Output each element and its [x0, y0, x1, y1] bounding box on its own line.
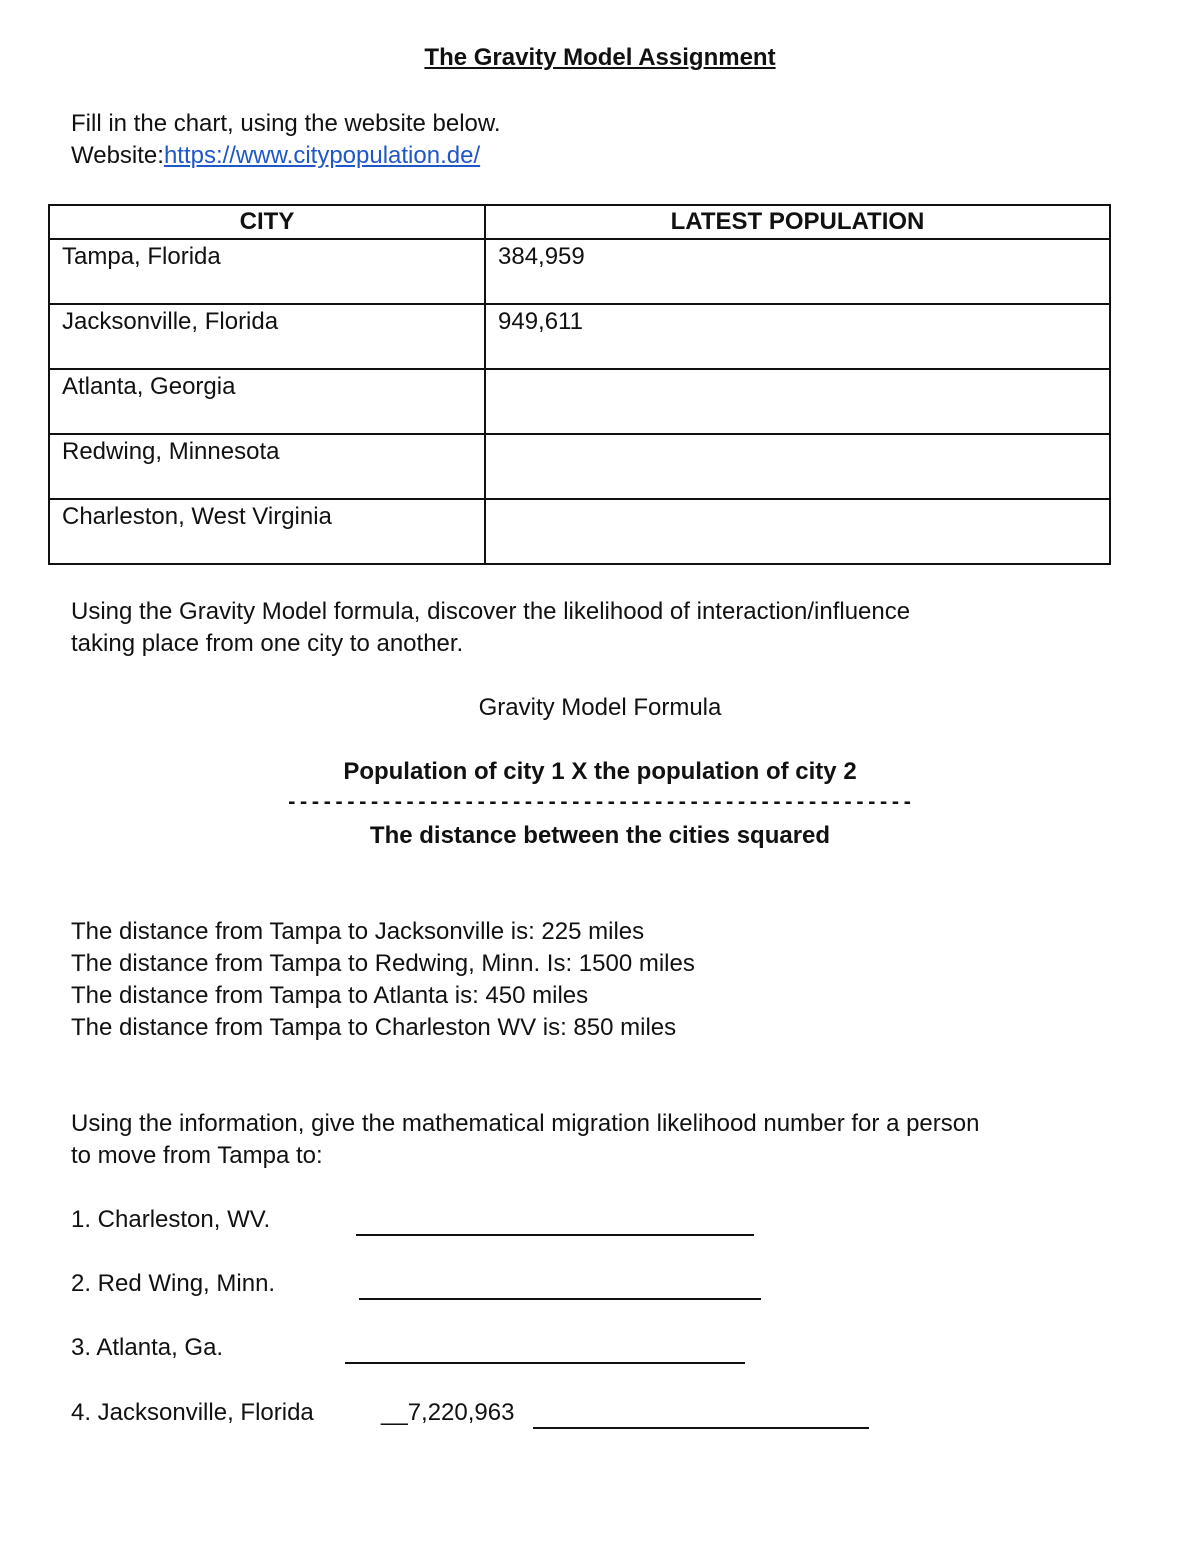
formula-divider: ----------------------------------------------------- [286, 792, 914, 813]
population-cell[interactable] [485, 434, 1110, 499]
answer-blank-red-wing[interactable] [359, 1272, 761, 1300]
city-cell: Atlanta, Georgia [49, 369, 485, 434]
population-cell[interactable] [485, 369, 1110, 434]
answer-blank-atlanta[interactable] [345, 1336, 745, 1364]
answer-value-jacksonville: __7,220,963 [381, 1399, 515, 1426]
table-row [49, 434, 1110, 499]
answer-blank-charleston[interactable] [356, 1208, 754, 1236]
question-line-1: Using the information, give the mathematical migration likelihood number for a person [71, 1110, 980, 1137]
table-row [49, 369, 1110, 434]
answer-blank-jacksonville[interactable] [533, 1401, 869, 1429]
column-header-city: CITY [49, 205, 485, 239]
question-line-2: to move from Tampa to: [71, 1142, 323, 1169]
document-title: The Gravity Model Assignment [424, 44, 776, 71]
population-cell[interactable]: 384,959 [485, 239, 1110, 304]
city-cell: Tampa, Florida [49, 239, 485, 304]
city-cell: Jacksonville, Florida [49, 304, 485, 369]
population-cell[interactable]: 949,611 [485, 304, 1110, 369]
answer-label-jacksonville: 4. Jacksonville, Florida [71, 1399, 314, 1426]
column-header-population: LATEST POPULATION [485, 205, 1110, 239]
city-cell: Charleston, West Virginia [49, 499, 485, 564]
distance-line: The distance from Tampa to Atlanta is: 450 miles [71, 982, 589, 1009]
table-header-row [49, 205, 1110, 239]
answer-label-atlanta: 3. Atlanta, Ga. [71, 1334, 224, 1361]
population-cell[interactable] [485, 499, 1110, 564]
table-row [49, 304, 1110, 369]
table-row [49, 499, 1110, 564]
website-line [71, 140, 480, 172]
answer-label-red-wing: 2. Red Wing, Minn. [71, 1270, 276, 1297]
table-row [49, 239, 1110, 304]
formula-denominator: The distance between the cities squared [369, 822, 831, 849]
formula-numerator: Population of city 1 X the population of city 2 [343, 758, 857, 785]
distance-line: The distance from Tampa to Redwing, Minn. Is: 1500 miles [71, 950, 695, 977]
website-label: Website: [71, 142, 164, 169]
answer-label-charleston: 1. Charleston, WV. [71, 1206, 271, 1233]
population-table [48, 204, 1111, 565]
distance-line: The distance from Tampa to Charleston WV is: 850 miles [71, 1014, 677, 1041]
instruction-text: Fill in the chart, using the website below. [71, 110, 501, 137]
formula-intro-line-1: Using the Gravity Model formula, discover the likelihood of interaction/influence [71, 598, 911, 625]
website-link[interactable]: https://www.citypopulation.de/ [163, 142, 481, 169]
city-cell: Redwing, Minnesota [49, 434, 485, 499]
distance-line: The distance from Tampa to Jacksonville is: 225 miles [71, 918, 645, 945]
formula-heading: Gravity Model Formula [478, 694, 722, 721]
formula-intro-line-2: taking place from one city to another. [71, 630, 464, 657]
